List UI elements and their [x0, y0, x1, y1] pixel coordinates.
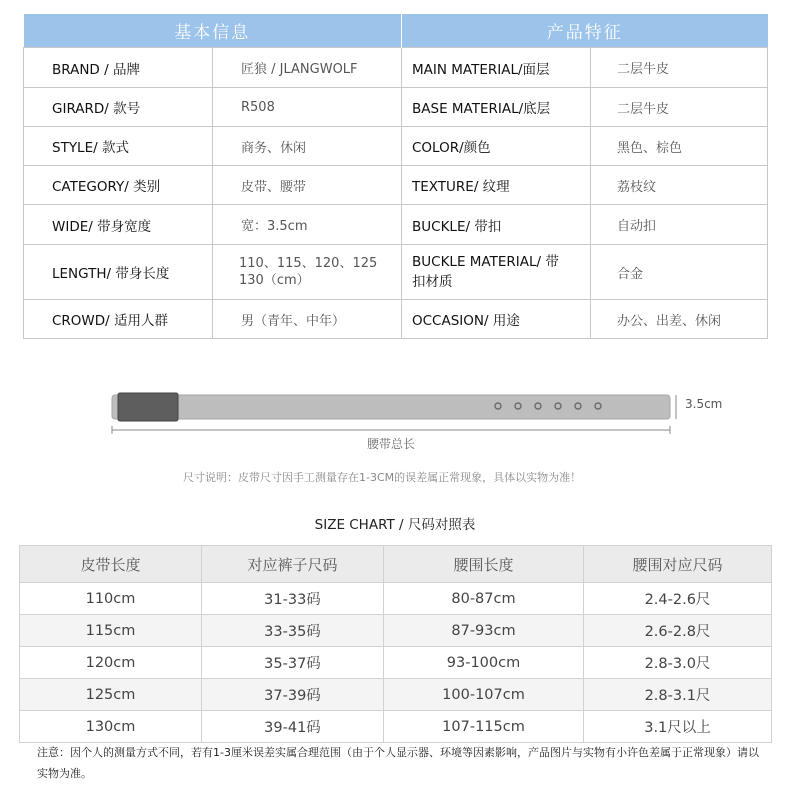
size-row [20, 679, 772, 711]
size-cell: 2.8-3.0尺 [584, 647, 772, 679]
spec-value: R508 [213, 88, 402, 127]
size-row [20, 615, 772, 647]
spec-header-features: 产品特征 [402, 14, 768, 48]
size-row [20, 647, 772, 679]
measurement-note: 尺寸说明：皮带尺寸因手工测量存在1-3CM的误差属正常现象，具体以实物为准！ [183, 471, 582, 484]
spec-row [24, 166, 768, 205]
size-cell: 115cm [20, 615, 202, 647]
spec-row [24, 48, 768, 88]
spec-value: 合金 [591, 245, 768, 300]
size-header: 对应裤子尺码 [202, 546, 384, 583]
belt-diagram [0, 360, 790, 490]
spec-value: 宽：3.5cm [213, 205, 402, 245]
spec-label: CATEGORY/ 类别 [24, 166, 213, 205]
spec-row [24, 300, 768, 339]
size-row [20, 583, 772, 615]
spec-label: LENGTH/ 带身长度 [24, 245, 213, 300]
spec-value: 二层牛皮 [591, 88, 768, 127]
belt-width-label: 3.5cm [685, 397, 723, 411]
size-header: 皮带长度 [20, 546, 202, 583]
size-cell: 87-93cm [384, 615, 584, 647]
size-cell: 125cm [20, 679, 202, 711]
size-cell: 120cm [20, 647, 202, 679]
spec-row [24, 127, 768, 166]
size-header-row [20, 546, 772, 583]
spec-row [24, 245, 768, 300]
size-cell: 110cm [20, 583, 202, 615]
belt-hole [575, 403, 581, 409]
belt-hole [555, 403, 561, 409]
size-cell: 2.6-2.8尺 [584, 615, 772, 647]
size-cell: 130cm [20, 711, 202, 743]
spec-label: MAIN MATERIAL/面层 [402, 48, 591, 88]
spec-label: BUCKLE/ 带扣 [402, 205, 591, 245]
size-cell: 93-100cm [384, 647, 584, 679]
size-row [20, 711, 772, 743]
size-cell: 107-115cm [384, 711, 584, 743]
belt-hole [495, 403, 501, 409]
spec-row [24, 205, 768, 245]
size-chart-title: SIZE CHART / 尺码对照表 [314, 517, 476, 533]
size-header: 腰围长度 [384, 546, 584, 583]
spec-header-basic: 基本信息 [24, 14, 402, 48]
spec-label: COLOR/颜色 [402, 127, 591, 166]
spec-value: 荔枝纹 [591, 166, 768, 205]
belt-hole [535, 403, 541, 409]
belt-buckle [118, 393, 178, 421]
spec-label: BASE MATERIAL/底层 [402, 88, 591, 127]
belt-hole [515, 403, 521, 409]
size-header: 腰围对应尺码 [584, 546, 772, 583]
spec-table [23, 14, 768, 339]
spec-value: 自动扣 [591, 205, 768, 245]
size-cell: 31-33码 [202, 583, 384, 615]
spec-value: 办公、出差、休闲 [591, 300, 768, 339]
spec-header-row [24, 14, 768, 48]
size-cell: 80-87cm [384, 583, 584, 615]
spec-label: GIRARD/ 款号 [24, 88, 213, 127]
spec-value: 男（青年、中年） [213, 300, 402, 339]
spec-value: 商务、休闲 [213, 127, 402, 166]
size-cell: 2.4-2.6尺 [584, 583, 772, 615]
belt-length-label: 腰带总长 [367, 437, 416, 451]
size-cell: 39-41码 [202, 711, 384, 743]
spec-label: BUCKLE MATERIAL/ 带扣材质 [402, 245, 591, 300]
size-chart-table [19, 545, 772, 743]
spec-value: 110、115、120、125 130（cm） [213, 245, 402, 300]
spec-value: 二层牛皮 [591, 48, 768, 88]
size-cell: 33-35码 [202, 615, 384, 647]
spec-value: 黑色、棕色 [591, 127, 768, 166]
spec-row [24, 88, 768, 127]
belt-strap [112, 395, 670, 419]
spec-label: CROWD/ 适用人群 [24, 300, 213, 339]
belt-hole [595, 403, 601, 409]
spec-value: 皮带、腰带 [213, 166, 402, 205]
spec-label: TEXTURE/ 纹理 [402, 166, 591, 205]
spec-label: OCCASION/ 用途 [402, 300, 591, 339]
size-cell: 37-39码 [202, 679, 384, 711]
spec-label: BRAND / 品牌 [24, 48, 213, 88]
size-cell: 2.8-3.1尺 [584, 679, 772, 711]
size-cell: 100-107cm [384, 679, 584, 711]
spec-label: WIDE/ 带身宽度 [24, 205, 213, 245]
spec-value: 匠狼 / JLANGWOLF [213, 48, 402, 88]
footer-note: 注意：因个人的测量方式不同，若有1-3厘米误差实属合理范围（由于个人显示器、环境等因素影响，产品图片与实物有小许色差属于正常现象）请以实物为准。 [37, 746, 759, 780]
size-cell: 3.1尺以上 [584, 711, 772, 743]
size-cell: 35-37码 [202, 647, 384, 679]
spec-label: STYLE/ 款式 [24, 127, 213, 166]
